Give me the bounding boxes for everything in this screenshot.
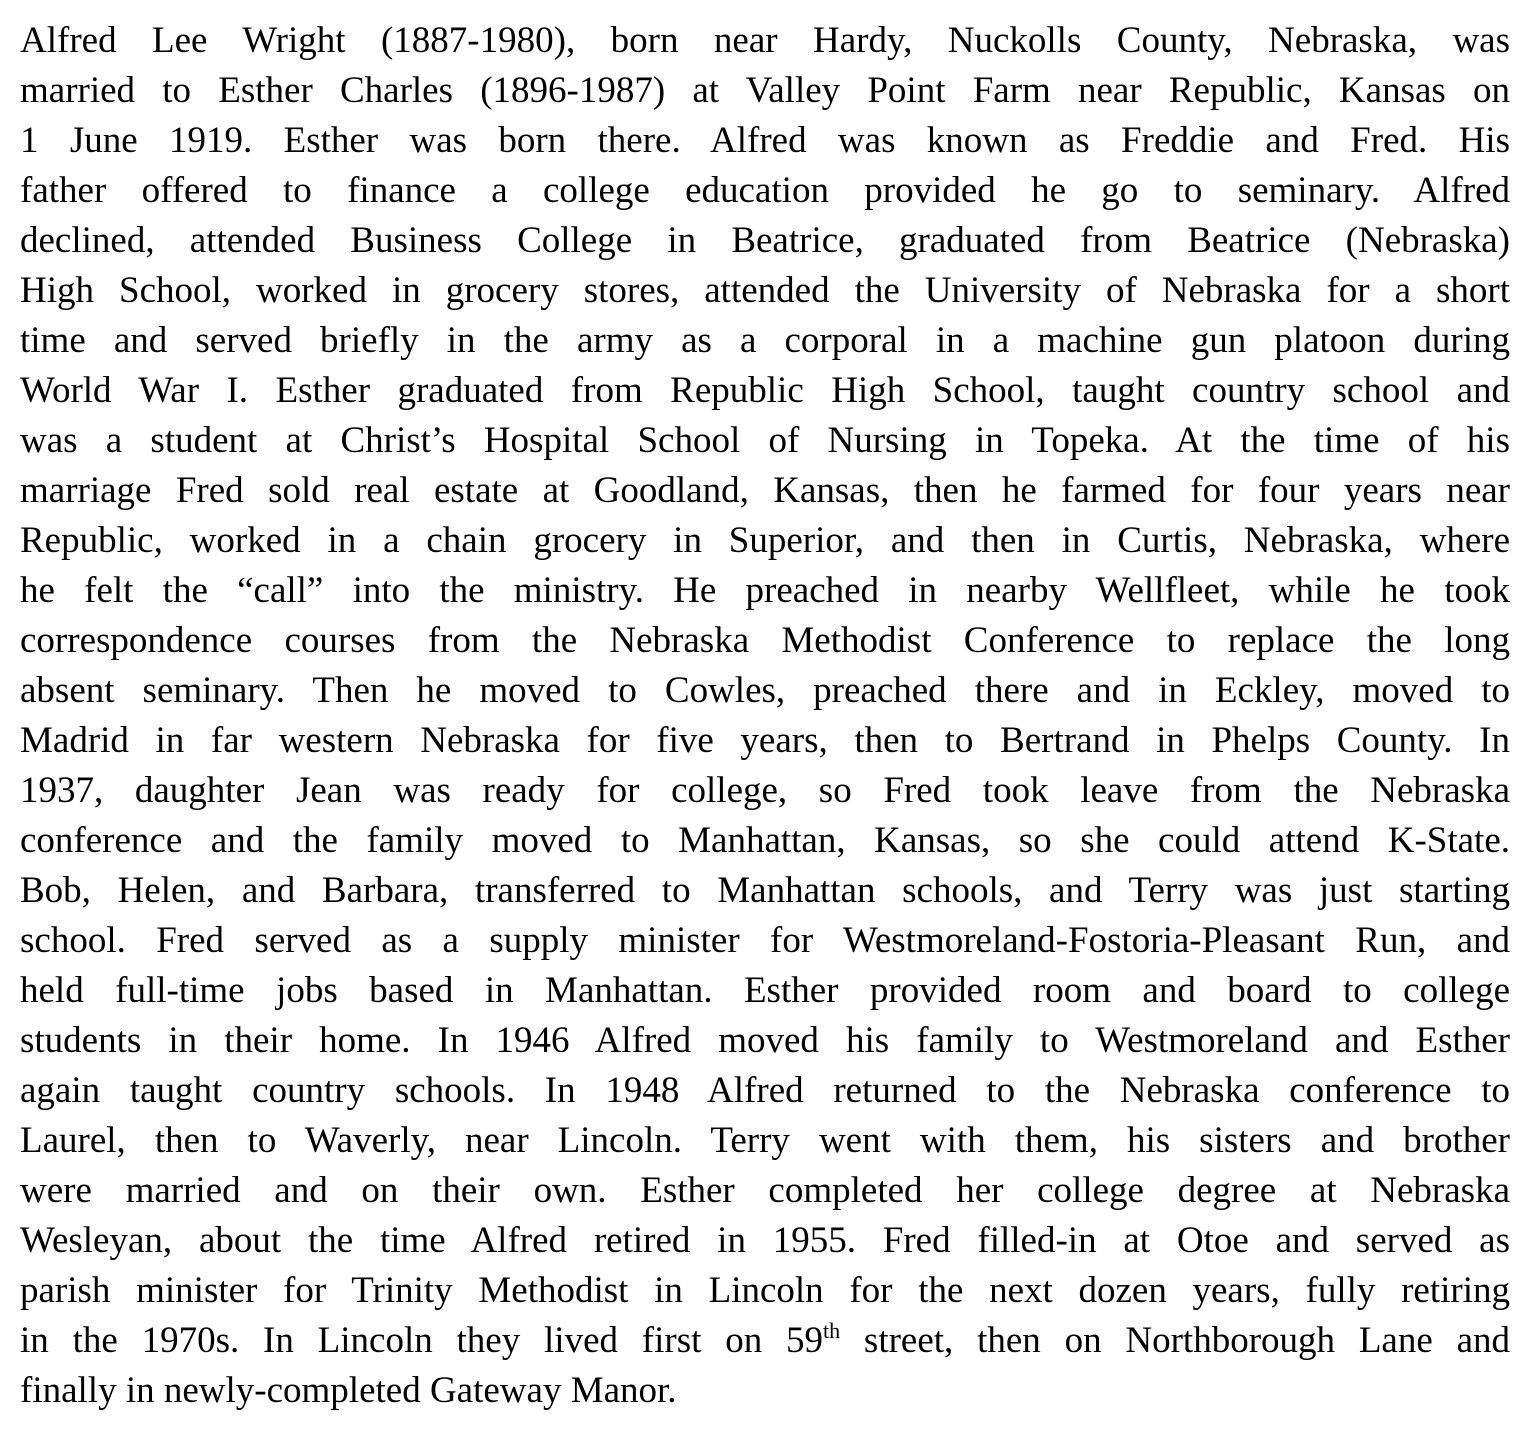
text-line: absent seminary. Then he moved to Cowles, preached there and in Eckley, moved to	[20, 670, 1510, 711]
text-line: Laurel, then to Waverly, near Lincoln. Terry went with them, his sisters and brother	[20, 1120, 1510, 1161]
text-line: he felt the “call” into the ministry. He preached in nearby Wellfleet, while he took	[20, 570, 1510, 611]
text-line: correspondence courses from the Nebraska Methodist Conference to replace the long	[20, 620, 1510, 661]
text-line-last: finally in newly-completed Gateway Manor.	[20, 1370, 677, 1411]
ordinal-superscript: th	[823, 1318, 841, 1343]
text-line: Wesleyan, about the time Alfred retired in 1955. Fred filled-in at Otoe and served as	[20, 1220, 1510, 1261]
text-line: students in their home. In 1946 Alfred moved his family to Westmoreland and Esther	[20, 1020, 1510, 1061]
text-line: High School, worked in grocery stores, attended the University of Nebraska for a short	[20, 270, 1510, 311]
text-line: marriage Fred sold real estate at Goodland, Kansas, then he farmed for four years near	[20, 470, 1510, 511]
document-page	[20, 0, 1510, 1452]
text-line: school. Fred served as a supply minister for Westmoreland-Fostoria-Pleasant Run, and	[20, 920, 1510, 961]
text-line: 1 June 1919. Esther was born there. Alfred was known as Freddie and Fred. His	[20, 120, 1510, 161]
text-line: were married and on their own. Esther completed her college degree at Nebraska	[20, 1170, 1510, 1211]
text-line: Bob, Helen, and Barbara, transferred to Manhattan schools, and Terry was just starting	[20, 870, 1510, 911]
text-line: Alfred Lee Wright (1887-1980), born near Hardy, Nuckolls County, Nebraska, was	[20, 20, 1510, 61]
line-text-after: street, then on Northborough Lane and	[840, 1320, 1510, 1361]
line-text-before: in the 1970s. In Lincoln they lived first on 59	[20, 1320, 823, 1361]
text-line: held full-time jobs based in Manhattan. Esther provided room and board to college	[20, 970, 1510, 1011]
text-line: 1937, daughter Jean was ready for college, so Fred took leave from the Nebraska	[20, 770, 1510, 811]
text-line: declined, attended Business College in Beatrice, graduated from Beatrice (Nebraska)	[20, 220, 1510, 261]
text-line: again taught country schools. In 1948 Alfred returned to the Nebraska conference to	[20, 1070, 1510, 1111]
text-line: Madrid in far western Nebraska for five years, then to Bertrand in Phelps County. In	[20, 720, 1510, 761]
text-line: time and served briefly in the army as a corporal in a machine gun platoon during	[20, 320, 1510, 361]
text-line: Republic, worked in a chain grocery in Superior, and then in Curtis, Nebraska, where	[20, 520, 1510, 561]
text-line-with-superscript	[20, 1316, 1510, 1366]
text-line: was a student at Christ’s Hospital School of Nursing in Topeka. At the time of his	[20, 420, 1510, 461]
text-line: married to Esther Charles (1896-1987) at Valley Point Farm near Republic, Kansas on	[20, 70, 1510, 111]
text-line: father offered to finance a college education provided he go to seminary. Alfred	[20, 170, 1510, 211]
text-line: World War I. Esther graduated from Republic High School, taught country school and	[20, 370, 1510, 411]
text-line: parish minister for Trinity Methodist in Lincoln for the next dozen years, fully retiring	[20, 1270, 1510, 1311]
text-line: conference and the family moved to Manhattan, Kansas, so she could attend K-State.	[20, 820, 1510, 861]
